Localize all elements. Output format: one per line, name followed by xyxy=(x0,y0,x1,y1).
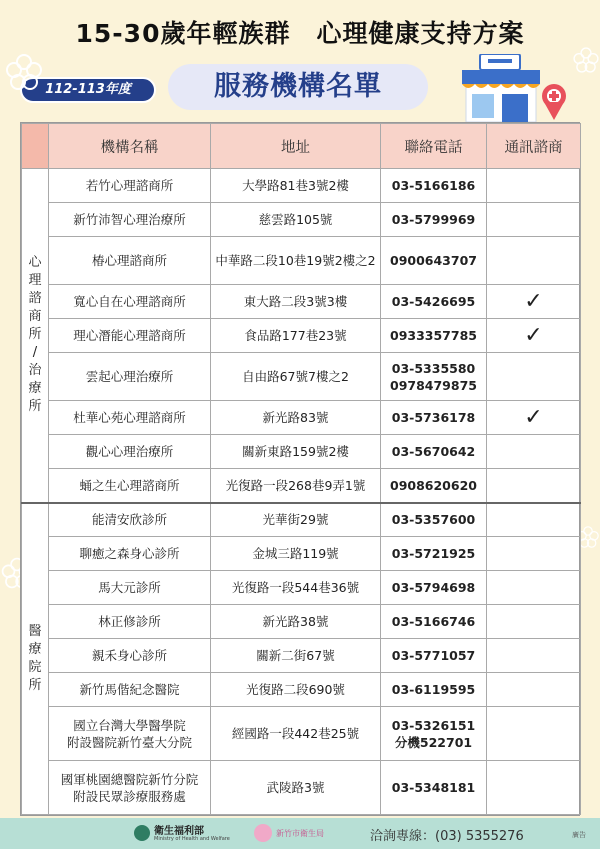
telehealth-check-icon: ✓ xyxy=(487,285,581,319)
institution-name-line: 若竹心理諮商所 xyxy=(85,178,174,193)
institution-table xyxy=(20,122,580,816)
telehealth-check-icon xyxy=(487,503,581,537)
institution-name xyxy=(49,285,211,319)
phone-line: 03-5326151 xyxy=(391,717,476,733)
institution-address: 食品路177巷23號 xyxy=(211,319,381,353)
institution-name-line: 親禾身心診所 xyxy=(91,648,167,663)
telehealth-check-icon xyxy=(487,761,581,815)
table-row xyxy=(22,571,581,605)
phone-line: 03-5799969 xyxy=(391,212,476,227)
table-row xyxy=(22,469,581,503)
institution-address: 自由路67號7樓之2 xyxy=(211,353,381,401)
year-badge: 112-113年度 xyxy=(20,77,156,103)
table-row xyxy=(22,605,581,639)
institution-phone xyxy=(381,605,487,639)
institution-name-line: 新竹馬偕紀念醫院 xyxy=(79,682,180,697)
institution-address: 大學路81巷3號2樓 xyxy=(211,169,381,203)
phone-line: 0908620620 xyxy=(390,477,477,493)
institution-phone xyxy=(381,571,487,605)
institution-name xyxy=(49,761,211,815)
category-label xyxy=(22,169,49,503)
table-header-row xyxy=(22,124,581,169)
institution-name-line: 聊癒之森身心診所 xyxy=(79,546,180,561)
institution-address: 光復路一段544巷36號 xyxy=(211,571,381,605)
column-header-address: 地址 xyxy=(211,124,381,169)
institution-phone xyxy=(381,761,487,815)
institution-name xyxy=(49,571,211,605)
table-row xyxy=(22,203,581,237)
phone-line: 03-5335580 xyxy=(391,360,476,376)
institution-name-line: 國軍桃園總醫院新竹分院 xyxy=(60,771,199,787)
phone-line: 03-6119595 xyxy=(391,682,476,697)
table-row xyxy=(22,503,581,537)
institution-phone xyxy=(381,401,487,435)
institution-phone xyxy=(381,169,487,203)
institution-address: 新光路83號 xyxy=(211,401,381,435)
telehealth-check-icon xyxy=(487,203,581,237)
institution-address: 關新東路159號2樓 xyxy=(211,435,381,469)
institution-phone xyxy=(381,707,487,761)
institution-name-line: 杜華心苑心理諮商所 xyxy=(73,410,186,425)
phone-line: 03-5771057 xyxy=(391,648,476,663)
category-char: 心 xyxy=(28,255,42,271)
institution-phone xyxy=(381,469,487,503)
telehealth-check-icon xyxy=(487,537,581,571)
column-header-name: 機構名稱 xyxy=(49,124,211,169)
institution-name xyxy=(49,169,211,203)
telehealth-check-icon xyxy=(487,435,581,469)
institution-name-line: 蛹之生心理諮商所 xyxy=(79,477,180,493)
institution-name-line: 寬心自在心理諮商所 xyxy=(73,294,186,309)
phone-line: 03-5721925 xyxy=(391,546,476,561)
phone-line: 03-5348181 xyxy=(391,780,476,795)
flower-icon xyxy=(572,40,600,80)
institution-name-line: 附設醫院新竹臺大分院 xyxy=(66,734,192,750)
institution-address: 關新二街67號 xyxy=(211,639,381,673)
institution-name-line: 理心潛能心理諮商所 xyxy=(73,328,186,343)
health-bureau-logo-icon xyxy=(254,824,272,842)
institution-name xyxy=(49,319,211,353)
table-row xyxy=(22,639,581,673)
institution-address: 中華路二段10巷19號2樓之2 xyxy=(211,237,381,285)
category-char: 院 xyxy=(28,659,42,675)
institution-phone xyxy=(381,537,487,571)
institution-address: 經國路一段442巷25號 xyxy=(211,707,381,761)
phone-line: 03-5670642 xyxy=(391,444,476,459)
institution-name-line: 林正修診所 xyxy=(98,614,161,629)
institution-name xyxy=(49,707,211,761)
table-row xyxy=(22,285,581,319)
phone-line: 03-5166186 xyxy=(391,178,476,193)
institution-address: 慈雲路105號 xyxy=(211,203,381,237)
table-row xyxy=(22,435,581,469)
table-row xyxy=(22,319,581,353)
institution-name-line: 附設民眾診療服務處 xyxy=(73,788,186,804)
institution-address: 光復路一段268巷9弄1號 xyxy=(211,469,381,503)
category-char: 治 xyxy=(28,363,42,379)
column-header-telehealth: 通訊諮商 xyxy=(487,124,581,169)
hotline-text: 洽詢專線：(03) 5355276 xyxy=(370,829,524,844)
telehealth-check-icon xyxy=(487,605,581,639)
subtitle-banner: 服務機構名單 xyxy=(168,64,428,110)
category-label xyxy=(22,503,49,815)
telehealth-check-icon: ✓ xyxy=(487,319,581,353)
institution-name xyxy=(49,503,211,537)
category-char: 療 xyxy=(28,381,42,397)
institution-phone xyxy=(381,353,487,401)
column-header-phone: 聯絡電話 xyxy=(381,124,487,169)
institution-name-line: 能清安欣診所 xyxy=(91,512,167,528)
telehealth-check-icon xyxy=(487,353,581,401)
phone-line: 03-5426695 xyxy=(391,294,476,309)
phone-line: 03-5794698 xyxy=(391,580,476,595)
institution-name-line: 國立台灣大學醫學院 xyxy=(73,717,186,733)
ministry-name-en: Ministry of Health and Welfare xyxy=(154,836,230,842)
institution-address: 武陵路3號 xyxy=(211,761,381,815)
ad-label: 廣告 xyxy=(572,831,586,839)
header-blank-cell xyxy=(22,124,49,169)
table-row xyxy=(22,169,581,203)
telehealth-check-icon xyxy=(487,237,581,285)
phone-line: 03-5736178 xyxy=(391,410,476,425)
category-char: / xyxy=(32,345,38,361)
category-char: 醫 xyxy=(28,623,42,639)
table-row xyxy=(22,401,581,435)
phone-line: 03-5166746 xyxy=(391,614,476,629)
category-char: 療 xyxy=(28,641,42,657)
ministry-logo-icon xyxy=(134,825,150,841)
category-char: 所 xyxy=(28,327,42,343)
telehealth-check-icon xyxy=(487,169,581,203)
category-char: 商 xyxy=(28,309,42,325)
institution-phone xyxy=(381,503,487,537)
table-row xyxy=(22,707,581,761)
phone-line: 03-5357600 xyxy=(391,512,476,528)
telehealth-check-icon: ✓ xyxy=(487,401,581,435)
institution-name-line: 椿心理諮商所 xyxy=(91,253,167,268)
telehealth-check-icon xyxy=(487,571,581,605)
institution-name xyxy=(49,237,211,285)
institution-name-line: 觀心心理治療所 xyxy=(85,444,174,459)
institution-name-line: 新竹沛智心理治療所 xyxy=(73,212,186,227)
institution-name xyxy=(49,435,211,469)
institution-name xyxy=(49,673,211,707)
telehealth-check-icon xyxy=(487,673,581,707)
category-char: 所 xyxy=(28,677,42,693)
institution-phone xyxy=(381,237,487,285)
institution-address: 光華街29號 xyxy=(211,503,381,537)
table-row xyxy=(22,537,581,571)
health-bureau-name: 新竹市衛生局 xyxy=(276,829,324,838)
institution-address: 新光路38號 xyxy=(211,605,381,639)
ministry-name: 衛生福利部 xyxy=(154,826,204,837)
institution-address: 光復路二段690號 xyxy=(211,673,381,707)
institution-name xyxy=(49,401,211,435)
institution-phone xyxy=(381,435,487,469)
phone-line: 0978479875 xyxy=(390,377,477,393)
category-char: 理 xyxy=(28,273,42,289)
institution-address: 金城三路119號 xyxy=(211,537,381,571)
institution-phone xyxy=(381,203,487,237)
institution-phone xyxy=(381,285,487,319)
institution-phone xyxy=(381,639,487,673)
telehealth-check-icon xyxy=(487,707,581,761)
telehealth-check-icon xyxy=(487,639,581,673)
institution-name xyxy=(49,537,211,571)
phone-line: 0900643707 xyxy=(390,253,477,268)
institution-name-line: 馬大元診所 xyxy=(98,580,161,595)
institution-name xyxy=(49,639,211,673)
telehealth-check-icon xyxy=(487,469,581,503)
flower-icon xyxy=(4,52,44,92)
institution-phone xyxy=(381,319,487,353)
category-char: 所 xyxy=(28,399,42,415)
table-row xyxy=(22,761,581,815)
institution-name xyxy=(49,469,211,503)
institution-name xyxy=(49,353,211,401)
phone-line: 0933357785 xyxy=(390,328,477,343)
category-char: 諮 xyxy=(28,291,42,307)
table-row xyxy=(22,353,581,401)
table-row xyxy=(22,673,581,707)
institution-address: 東大路二段3號3樓 xyxy=(211,285,381,319)
institution-name xyxy=(49,605,211,639)
clinic-building-icon xyxy=(462,54,572,124)
phone-line: 分機522701 xyxy=(394,734,473,750)
table-row xyxy=(22,237,581,285)
institution-name-line: 雲起心理治療所 xyxy=(85,369,174,384)
institution-phone xyxy=(381,673,487,707)
footer-bar xyxy=(0,818,600,849)
main-title: 15-30歲年輕族群 心理健康支持方案 xyxy=(75,19,525,48)
institution-name xyxy=(49,203,211,237)
